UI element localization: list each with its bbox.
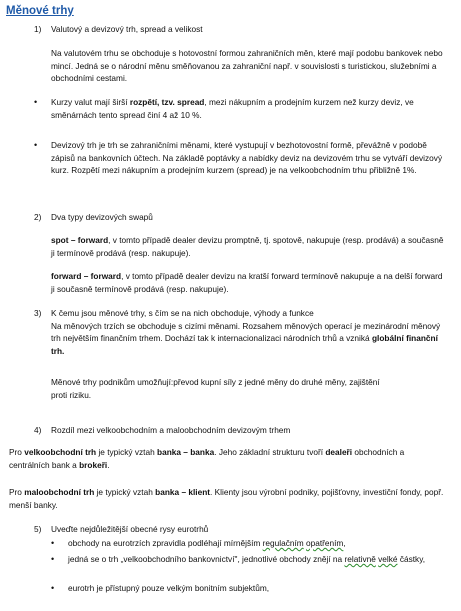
- section-heading: Valutový a devizový trh, spread a velikost: [51, 24, 203, 34]
- bullet-icon: •: [51, 583, 55, 593]
- section-2-paragraph-1: spot – forward, v tomto případě dealer devizu promptně, tj. spotově, nakupuje (resp. prodává) a současně ji termínově prodává (resp. nakupuje).: [51, 235, 444, 258]
- section-3-paragraph-2: Měnové trhy podnikům umožňují:převod kupní síly z jedné měny do druhé měny, zajištění proti riziku.: [51, 377, 380, 400]
- bullet-icon: •: [34, 140, 38, 150]
- section-5-bullet-1: [51, 537, 445, 550]
- bullet-text: Kurzy valut mají širší rozpětí, tzv. spread, mezi nákupním a prodejním kurzem než kurzy deviz, ve směnárnách tento spread činí 4 až 10 %.: [51, 97, 414, 120]
- bullet-icon: •: [51, 538, 55, 548]
- section-1-bullet-1: [34, 96, 446, 121]
- page-title: Měnové trhy: [6, 5, 74, 17]
- section-1-paragraph: Na valutovém trhu se obchoduje s hotovostní formou zahraničních měn, které mají podobu bankovek nebo mincí. Jedná se o národní měnu směňovanou za zahraniční např. v souvislosti s turistickou, služebními a obchodními cestami.: [51, 48, 443, 84]
- bullet-icon: •: [51, 554, 55, 564]
- section-number: 3): [34, 308, 42, 318]
- section-number: 2): [34, 212, 42, 222]
- bullet-icon: •: [34, 97, 38, 107]
- section-5-bullet-2: [51, 553, 445, 566]
- section-heading: Dva typy devizových swapů: [51, 212, 153, 222]
- section-2-paragraph-2: forward – forward, v tomto případě dealer devizu na kratší forward termínově nakupuje a na delší forward ji současně termínově prodává (resp. nakupuje).: [51, 271, 443, 294]
- section-3-paragraph: Na měnových trzích se obchoduje s cizími měnami. Rozsahem měnových operací je mezinárodní měnový trh největším finančním trhem. Dochází tak k internacionalizaci národních trhů a vzniká globální finanční trh.: [51, 320, 441, 356]
- section-heading: Uveďte nejdůležitější obecné rysy eurotrhů: [51, 524, 209, 534]
- section-4-paragraph-2: Pro maloobchodní trh je typický vztah banka – klient. Klienty jsou výrobní podniky, pojišťovny, investiční fondy, popř. menší banky.: [9, 487, 444, 510]
- section-number: 4): [34, 425, 42, 435]
- bullet-text: Devizový trh je trh se zahraničními měnami, které vystupují v bezhotovostní formě, převážně v podobě zápisů na bankovních účtech. Na základě poptávky a nabídky deviz na devizovém trhu se vytváří devizový kurz. Rozpětí mezi nákupním a prodejním kurzem (spread) je na velkoobchodním trhu přibližně 1%.: [51, 140, 443, 176]
- section-number: 5): [34, 524, 42, 534]
- section-number: 1): [34, 24, 42, 34]
- bullet-text: eurotrh je přístupný pouze velkým bonitním subjektům,: [68, 583, 270, 593]
- section-4-paragraph-1: Pro velkoobchodní trh je typický vztah banka – banka. Jeho základní strukturu tvoří dealeři obchodních a centrálních bank a brokeři.: [9, 447, 405, 470]
- section-heading: K čemu jsou měnové trhy, s čím se na nich obchoduje, výhody a funkce: [51, 308, 314, 318]
- section-3-block: [34, 307, 446, 357]
- section-1-bullet-2: [34, 139, 446, 177]
- section-heading: Rozdíl mezi velkoobchodním a maloobchodním devizovým trhem: [51, 425, 291, 435]
- section-5-bullet-3: [51, 582, 445, 595]
- bullet-text: obchody na eurotrzích zpravidla podléhají mírnějším regulačním opatřením,: [68, 538, 346, 548]
- bullet-text: jedná se o trh „velkoobchodního bankovnictví", jednotlivé obchody znějí na relativně velké částky,: [68, 554, 426, 564]
